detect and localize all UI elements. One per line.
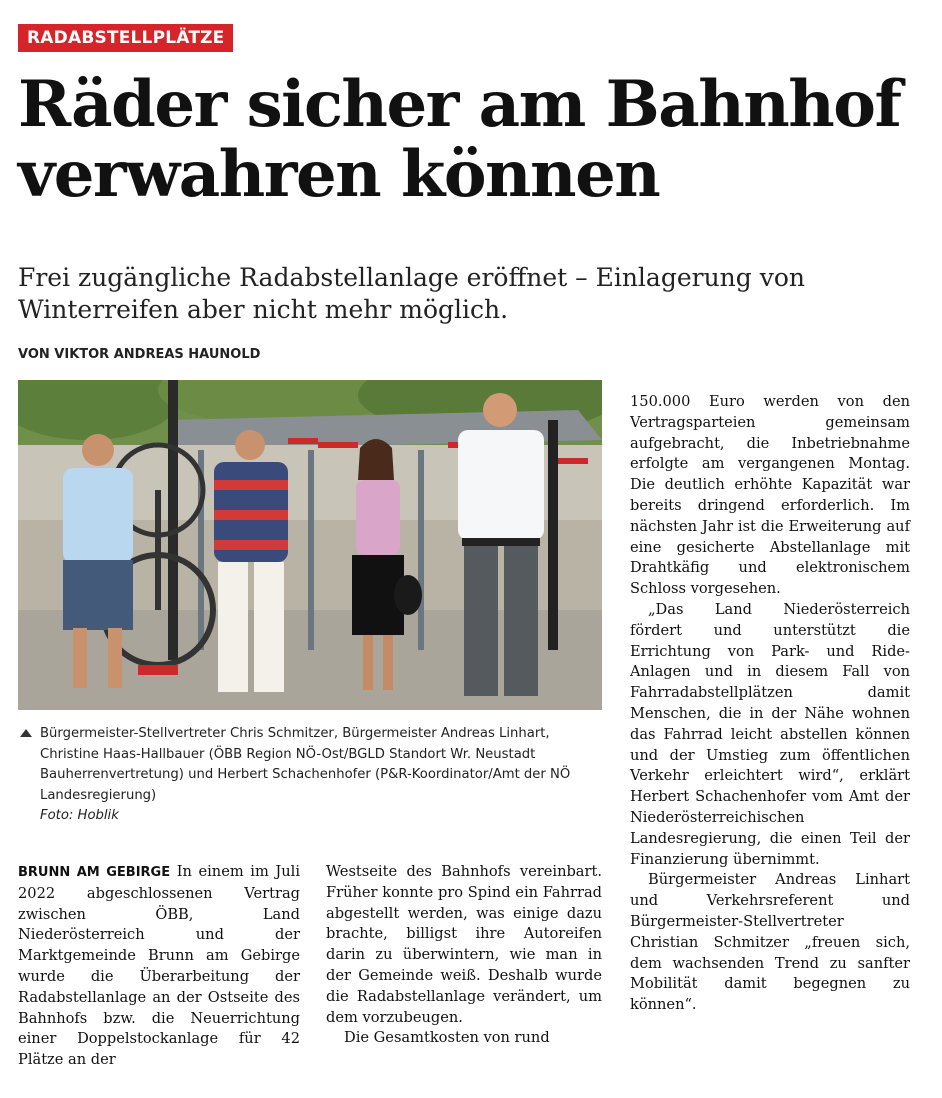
photo-caption	[40, 724, 600, 827]
caption-text: Bürgermeister-Stellvertreter Chris Schmitzer, Bürgermeister Andreas Linhart, Christine Haas-Hallbauer (ÖBB Region NÖ-Ost/BGLD Standort Wr. Neustadt Bauherrenvertretung) und Herbert Schachenhofer (P&R-Koordinator/Amt der NÖ Landesregierung)	[40, 726, 571, 803]
byline: VON VIKTOR ANDREAS HAUNOLD	[18, 347, 261, 362]
dateline: BRUNN AM GEBIRGE	[18, 865, 171, 880]
photo-credit: Foto: Hoblik	[40, 808, 119, 823]
section-kicker: RADABSTELLPLÄTZE	[18, 24, 233, 52]
body-column-2	[326, 862, 602, 1049]
body-paragraph: Bürgermeister Andreas Linhart und Verkehrsreferent und Bürgermeister-Stellvertreter Christian Schmitzer „freuen sich, dem wachsenden Trend zu sanfter Mobilität damit begegnen zu können“.	[630, 871, 910, 1014]
body-paragraph: Die Gesamtkosten von rund	[344, 1029, 550, 1047]
body-paragraph: Westseite des Bahnhofs vereinbart. Früher konnte pro Spind ein Fahrrad abgestellt werden, was einige dazu brachte, billigst ihre Autoreifen darin zu überwintern, wie man in der Gemeinde weiß. Deshalb wurde die Radabstellanlage verändert, um dem vorzubeugen.	[326, 863, 602, 1026]
article-subhead: Frei zugängliche Radabstellanlage eröffnet – Einlagerung von Winterreifen aber nicht mehr möglich.	[18, 263, 805, 324]
article-photo	[18, 380, 602, 710]
body-column-3	[630, 392, 910, 1016]
caption-arrow-icon	[20, 729, 32, 737]
body-paragraph: In einem im Juli 2022 abgeschlossenen Vertrag zwischen ÖBB, Land Niederösterreich und der Marktgemeinde Brunn am Gebirge wurde die Überarbeitung der Radabstellanlage an der Ostseite des Bahnhofs bzw. die Neuerrichtung einer Doppelstockanlage für 42 Plätze an der	[18, 863, 300, 1069]
body-paragraph: 150.000 Euro werden von den Vertragsparteien gemeinsam aufgebracht, die Inbetriebnahme erfolgte am vergangenen Montag. Die deutlich erhöhte Kapazität war bereits dringend erforderlich. Im nächsten Jahr ist die Erweiterung auf eine gesicherte Abstellanlage mit Drahtkäfig und elektronischem Schloss vorgesehen.	[630, 393, 910, 598]
body-column-1	[18, 862, 300, 1071]
article-headline: Räder sicher am Bahnhof verwahren können	[18, 67, 901, 212]
body-paragraph: „Das Land Niederösterreich fördert und unterstützt die Errichtung von Park- und Ride-Anlagen und in diesem Fall von Fahrradabstellplätzen damit Menschen, die in der Nähe wohnen das Fahrrad leicht abstellen können und der Umstieg zum öffentlichen Verkehr erleichtert wird“, erklärt Herbert Schachenhofer vom Amt der Niederösterreichischen Landesregierung, die einen Teil der Finanzierung übernimmt.	[630, 600, 910, 868]
